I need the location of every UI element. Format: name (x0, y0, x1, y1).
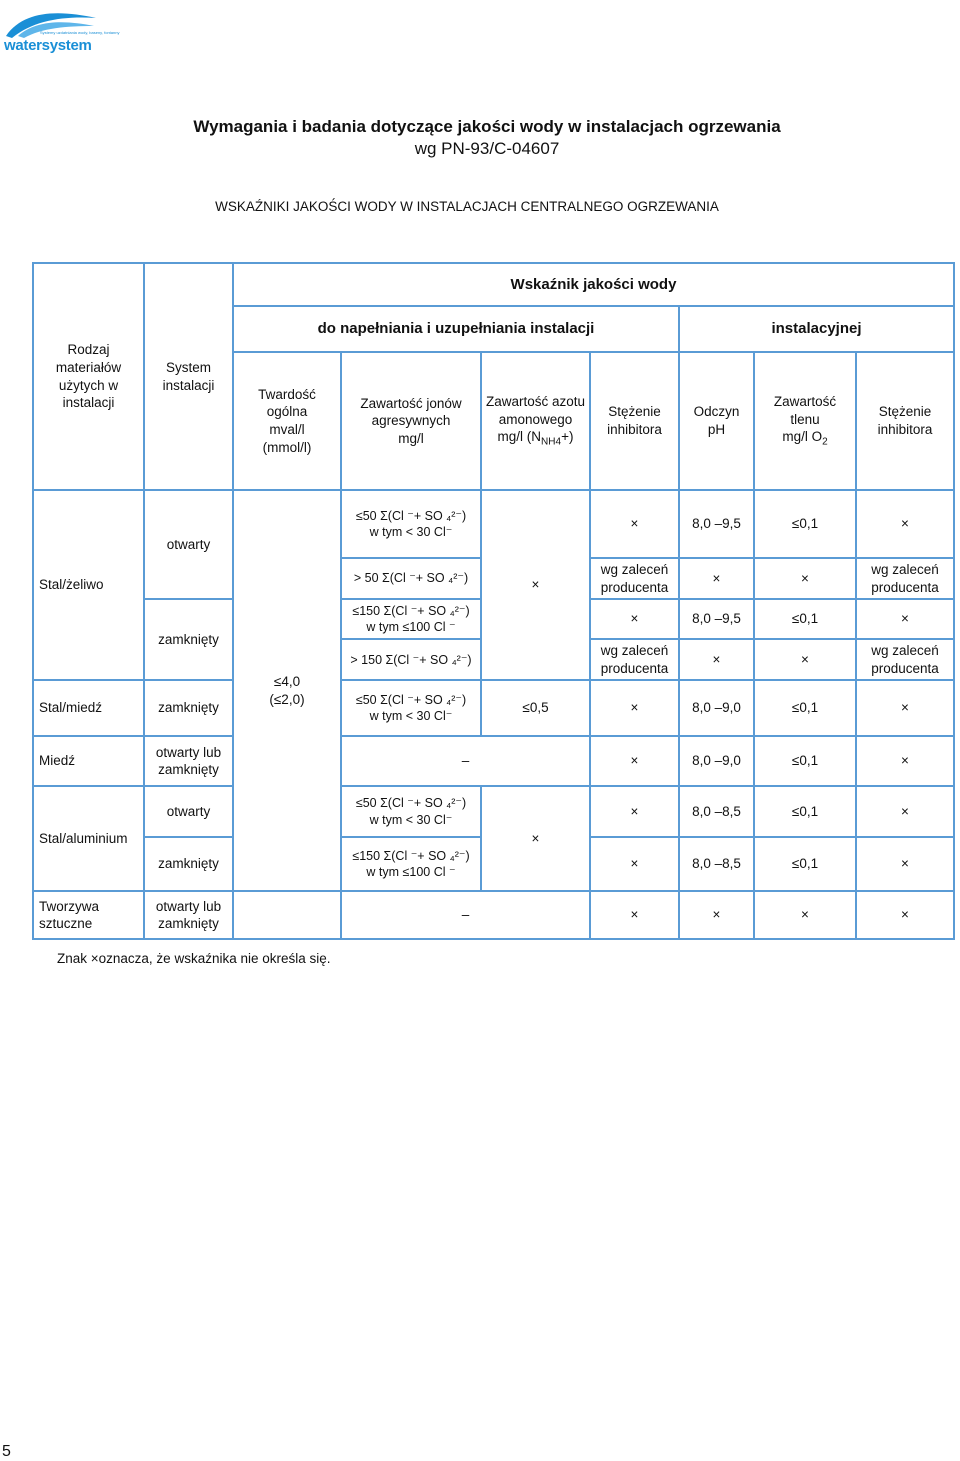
oxygen-value: × (754, 558, 856, 599)
inhibitor-install-value: × (856, 490, 954, 558)
ph-value: 8,0 –9,0 (679, 736, 754, 786)
logo-tagline: Systemy uzdatniania wody, baseny, fontanny (40, 30, 120, 35)
hardness-value: ≤4,0 (≤2,0) (233, 490, 341, 891)
hardness-empty (233, 891, 341, 939)
system-otwarty-lub-zamkniety: otwarty lub zamknięty (144, 891, 233, 939)
system-otwarty: otwarty (144, 490, 233, 599)
header-inhibitor-install: Stężenie inhibitora (856, 352, 954, 490)
material-stal-zeliwo: Stal/żeliwo (33, 490, 144, 680)
ph-value: 8,0 –9,0 (679, 680, 754, 736)
system-otwarty: otwarty (144, 786, 233, 837)
inhibitor-value: × (590, 786, 679, 837)
ions-value: ≤50 Σ(Cl ⁻+ SO ₄²⁻) w tym < 30 Cl⁻ (341, 680, 481, 736)
inhibitor-install-value: × (856, 837, 954, 891)
oxygen-value: ≤0,1 (754, 599, 856, 639)
ions-value: – (341, 736, 590, 786)
header-group: Wskaźnik jakości wody (233, 263, 954, 306)
oxygen-value: ≤0,1 (754, 786, 856, 837)
ions-value: > 50 Σ(Cl ⁻+ SO ₄²⁻) (341, 558, 481, 599)
material-stal-miedz: Stal/miedź (33, 680, 144, 736)
header-hardness: Twardość ogólna mval/l (mmol/l) (233, 352, 341, 490)
inhibitor-install-value: wg zaleceń producenta (856, 639, 954, 680)
inhibitor-install-value: × (856, 736, 954, 786)
ph-value: 8,0 –8,5 (679, 786, 754, 837)
oxygen-value: ≤0,1 (754, 680, 856, 736)
ions-value: ≤50 Σ(Cl ⁻+ SO ₄²⁻) w tym < 30 Cl⁻ (341, 490, 481, 558)
oxygen-value: ≤0,1 (754, 736, 856, 786)
system-zamkniety: zamknięty (144, 680, 233, 736)
ph-value: 8,0 –9,5 (679, 599, 754, 639)
header-inhibitor: Stężenie inhibitora (590, 352, 679, 490)
oxygen-value: ≤0,1 (754, 490, 856, 558)
header-material: Rodzaj materiałów użytych w instalacji (33, 263, 144, 490)
system-zamkniety: zamknięty (144, 837, 233, 891)
header-install: instalacyjnej (679, 306, 954, 352)
material-stal-aluminium: Stal/aluminium (33, 786, 144, 891)
page-number: 5 (2, 1443, 11, 1460)
table-caption: WSKAŹNIKI JAKOŚCI WODY W INSTALACJACH CENTRALNEGO OGRZEWANIA (215, 199, 719, 214)
header-fill: do napełniania i uzupełniania instalacji (233, 306, 679, 352)
ions-value: > 150 Σ(Cl ⁻+ SO ₄²⁻) (341, 639, 481, 680)
oxygen-value: ≤0,1 (754, 837, 856, 891)
ph-value: × (679, 639, 754, 680)
ions-value: ≤50 Σ(Cl ⁻+ SO ₄²⁻) w tym < 30 Cl⁻ (341, 786, 481, 837)
header-system: System instalacji (144, 263, 233, 490)
inhibitor-value: wg zaleceń producenta (590, 558, 679, 599)
system-zamkniety: zamknięty (144, 599, 233, 680)
ph-value: × (679, 558, 754, 599)
inhibitor-install-value: × (856, 599, 954, 639)
inhibitor-value: × (590, 680, 679, 736)
ammonia-value: × (481, 490, 590, 680)
inhibitor-value: wg zaleceń producenta (590, 639, 679, 680)
system-otwarty-lub-zamkniety: otwarty lub zamknięty (144, 736, 233, 786)
page-title: Wymagania i badania dotyczące jakości wody w instalacjach ogrzewania (193, 117, 781, 136)
ions-value: ≤150 Σ(Cl ⁻+ SO ₄²⁻) w tym ≤100 Cl ⁻ (341, 837, 481, 891)
inhibitor-install-value: × (856, 786, 954, 837)
header-ions: Zawartość jonów agresywnych mg/l (341, 352, 481, 490)
page-title-norm: wg PN-93/C-04607 (414, 139, 560, 158)
oxygen-value: × (754, 639, 856, 680)
header-oxygen: Zawartość tlenu mg/l $O_2$ (754, 352, 856, 490)
ph-value: × (679, 891, 754, 939)
inhibitor-value: × (590, 837, 679, 891)
ph-value: 8,0 –9,5 (679, 490, 754, 558)
ph-value: 8,0 –8,5 (679, 837, 754, 891)
footnote: Znak ×oznacza, że wskaźnika nie określa się. (57, 951, 331, 966)
inhibitor-install-value: wg zaleceń producenta (856, 558, 954, 599)
inhibitor-value: × (590, 490, 679, 558)
material-tworzywa-sztuczne: Tworzywa sztuczne (33, 891, 144, 939)
ions-value: ≤150 Σ(Cl ⁻+ SO ₄²⁻) w tym ≤100 Cl ⁻ (341, 599, 481, 639)
ions-value: – (341, 891, 590, 939)
material-miedz: Miedź (33, 736, 144, 786)
inhibitor-install-value: × (856, 891, 954, 939)
inhibitor-value: × (590, 891, 679, 939)
oxygen-value: × (754, 891, 856, 939)
inhibitor-value: × (590, 736, 679, 786)
header-ph: Odczyn pH (679, 352, 754, 490)
water-quality-table (32, 262, 955, 940)
ammonia-value: × (481, 786, 590, 891)
logo-text: watersystem (4, 37, 92, 54)
inhibitor-value: × (590, 599, 679, 639)
ammonia-value: ≤0,5 (481, 680, 590, 736)
header-ammonia: Zawartość azotu amonowego mg/l $(N_{NH4}+)$ (481, 352, 590, 490)
inhibitor-install-value: × (856, 680, 954, 736)
